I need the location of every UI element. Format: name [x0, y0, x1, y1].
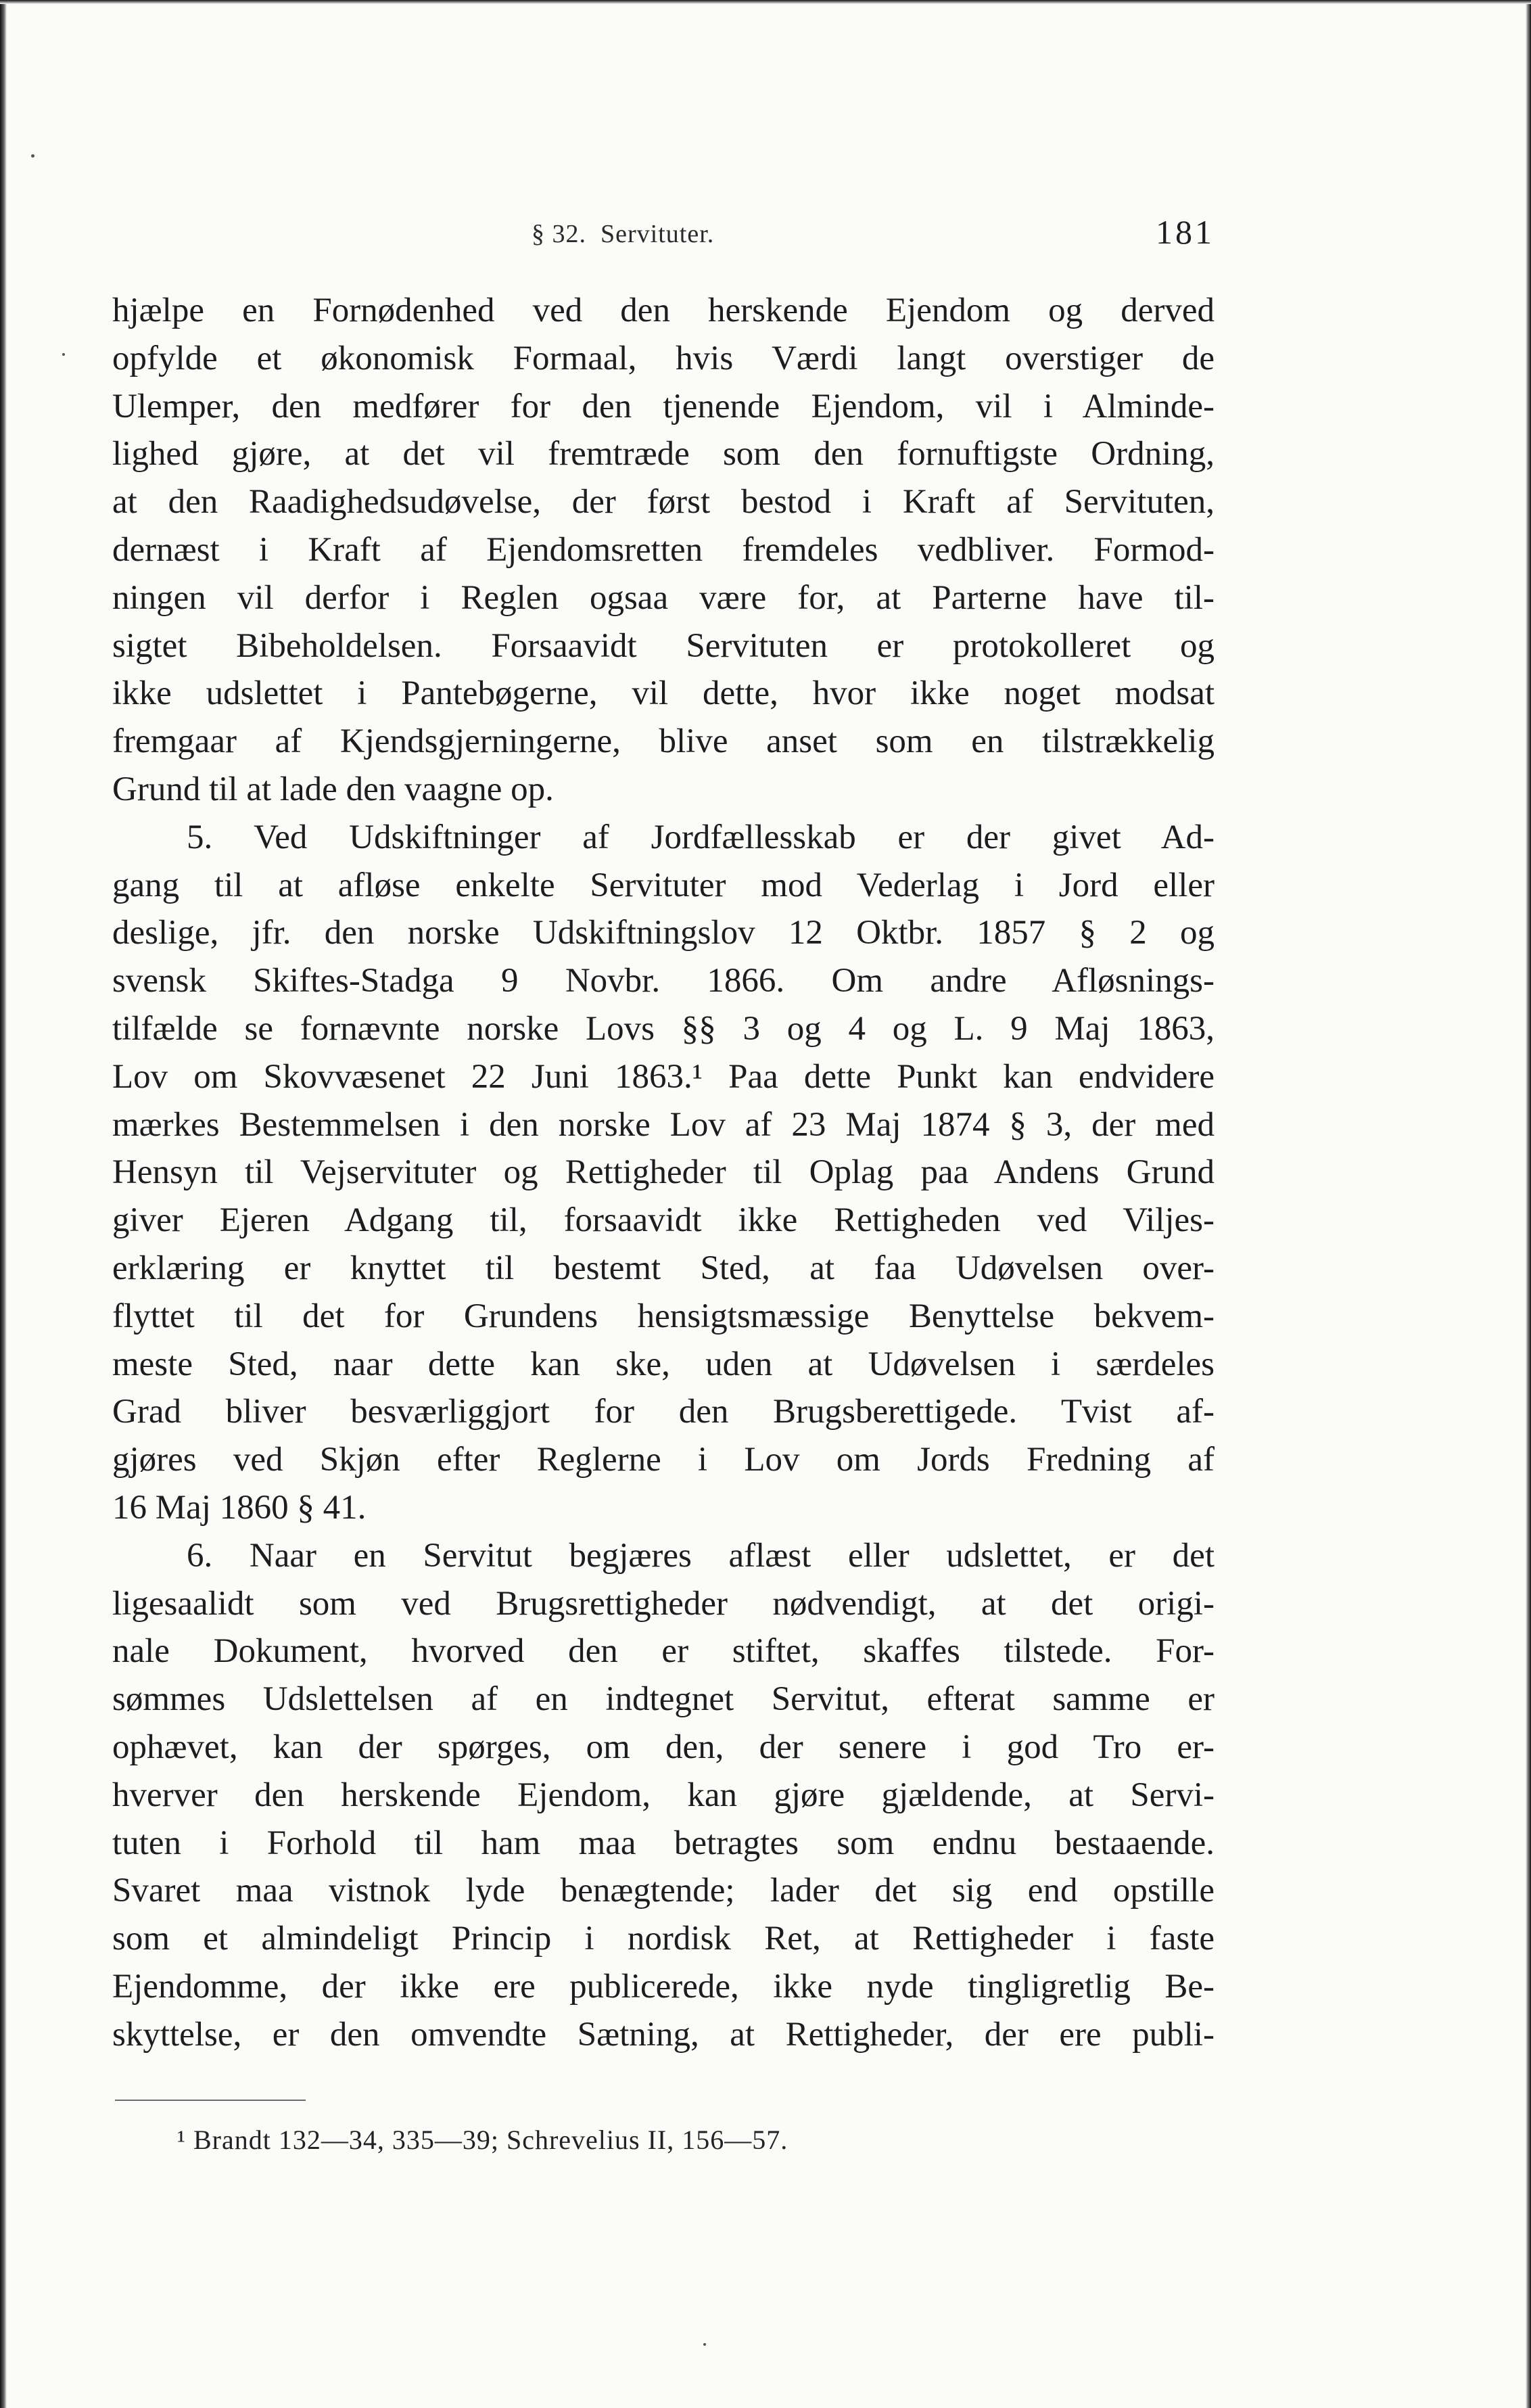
text-line: meste Sted, naar dette kan ske, uden at Udøvelsen i særdeles	[112, 1345, 1215, 1383]
running-header	[112, 210, 1215, 257]
scan-edge-left	[0, 0, 7, 2408]
scan-edge-right	[1526, 0, 1531, 2408]
page-number: 181	[1156, 213, 1215, 251]
text-line: ligesaalidt som ved Brugsrettigheder nødvendigt, at det origi-	[112, 1584, 1215, 1623]
footnote-divider	[115, 2100, 306, 2101]
text-line: hjælpe en Fornødenhed ved den herskende Ejendom og derved	[112, 292, 1215, 329]
text-line: Ulemper, den medfører for den tjenende Ejendom, vil i Alminde-	[112, 387, 1215, 425]
text-line: skyttelse, er den omvendte Sætning, at Rettigheder, der ere publi-	[112, 2015, 1215, 2054]
text-line: opfylde et økonomisk Formaal, hvis Værdi langt overstiger de	[112, 339, 1215, 377]
text-line: sømmes Udslettelsen af en indtegnet Servitut, efterat samme er	[112, 1680, 1215, 1719]
scan-speck	[703, 2343, 706, 2346]
text-line: at den Raadighedsudøvelse, der først bestod i Kraft af Servituten,	[112, 483, 1215, 522]
text-line: deslige, jfr. den norske Udskiftningslov 12 Oktbr. 1857 § 2 og	[112, 914, 1215, 952]
text-line: erklæring er knyttet til bestemt Sted, at faa Udøvelsen over-	[112, 1249, 1215, 1287]
scan-edge-top	[0, 0, 1531, 4]
text-line: giver Ejeren Adgang til, forsaavidt ikke Rettigheden ved Viljes-	[112, 1201, 1215, 1240]
body-text	[112, 287, 1215, 2058]
footnote: ¹ Brandt 132—34, 335—39; Schrevelius II, 156—57.	[177, 2125, 788, 2155]
text-line: tuten i Forhold til ham maa betragtes som endnu bestaaende.	[112, 1824, 1215, 1862]
text-line: dernæst i Kraft af Ejendomsretten fremdeles vedbliver. Formod-	[112, 530, 1215, 569]
text-line: svensk Skiftes-Stadga 9 Novbr. 1866. Om andre Afløsnings-	[112, 962, 1215, 1000]
text-line: som et almindeligt Princip i nordisk Ret, at Rettigheder i faste	[112, 1920, 1215, 1958]
text-line: sigtet Bibeholdelsen. Forsaavidt Servituten er protokolleret og	[112, 626, 1215, 665]
text-line: fremgaar af Kjendsgjerningerne, blive anset som en tilstrækkelig	[112, 722, 1215, 761]
text-line: ningen vil derfor i Reglen ogsaa være for, at Parterne have til-	[112, 578, 1215, 617]
scan-speck	[31, 154, 34, 158]
header-section-title: § 32. Servituter.	[532, 220, 715, 248]
paragraph-start-line: 5. Ved Udskiftninger af Jordfællesskab er der givet Ad-	[187, 818, 1215, 856]
text-line: flyttet til det for Grundens hensigtsmæssige Benyttelse bekvem-	[112, 1297, 1215, 1335]
paragraph-start-line: 6. Naar en Servitut begjæres aflæst eller udslettet, er det	[187, 1536, 1215, 1575]
text-line: Hensyn til Vejservituter og Rettigheder til Oplag paa Andens Grund	[112, 1153, 1215, 1192]
scan-speck	[62, 353, 65, 356]
text-line: Svaret maa vistnok lyde benægtende; lader det sig end opstille	[112, 1872, 1215, 1910]
text-line: nale Dokument, hvorved den er stiftet, skaffes tilstede. For-	[112, 1632, 1215, 1671]
text-line: Grund til at lade den vaagne op.	[112, 770, 554, 808]
text-line: gang til at afløse enkelte Servituter mod Vederlag i Jord eller	[112, 866, 1215, 904]
text-line: tilfælde se fornævnte norske Lovs §§ 3 og 4 og L. 9 Maj 1863,	[112, 1009, 1215, 1048]
text-line: Grad bliver besværliggjort for den Brugsberettigede. Tvist af-	[112, 1393, 1215, 1431]
text-line: mærkes Bestemmelsen i den norske Lov af 23 Maj 1874 § 3, der med	[112, 1105, 1215, 1144]
text-line: Ejendomme, der ikke ere publicerede, ikke nyde tingligretlig Be-	[112, 1967, 1215, 2006]
text-line: hverver den herskende Ejendom, kan gjøre gjældende, at Servi-	[112, 1776, 1215, 1814]
text-line: Lov om Skovvæsenet 22 Juni 1863.¹ Paa dette Punkt kan endvidere	[112, 1057, 1215, 1096]
text-line: ikke udslettet i Pantebøgerne, vil dette, hvor ikke noget modsat	[112, 674, 1215, 713]
text-line: lighed gjøre, at det vil fremtræde som den fornuftigste Ordning,	[112, 435, 1215, 473]
text-line: gjøres ved Skjøn efter Reglerne i Lov om Jords Fredning af	[112, 1441, 1215, 1479]
text-line: 16 Maj 1860 § 41.	[112, 1488, 367, 1527]
text-line: ophævet, kan der spørges, om den, der senere i god Tro er-	[112, 1728, 1215, 1766]
